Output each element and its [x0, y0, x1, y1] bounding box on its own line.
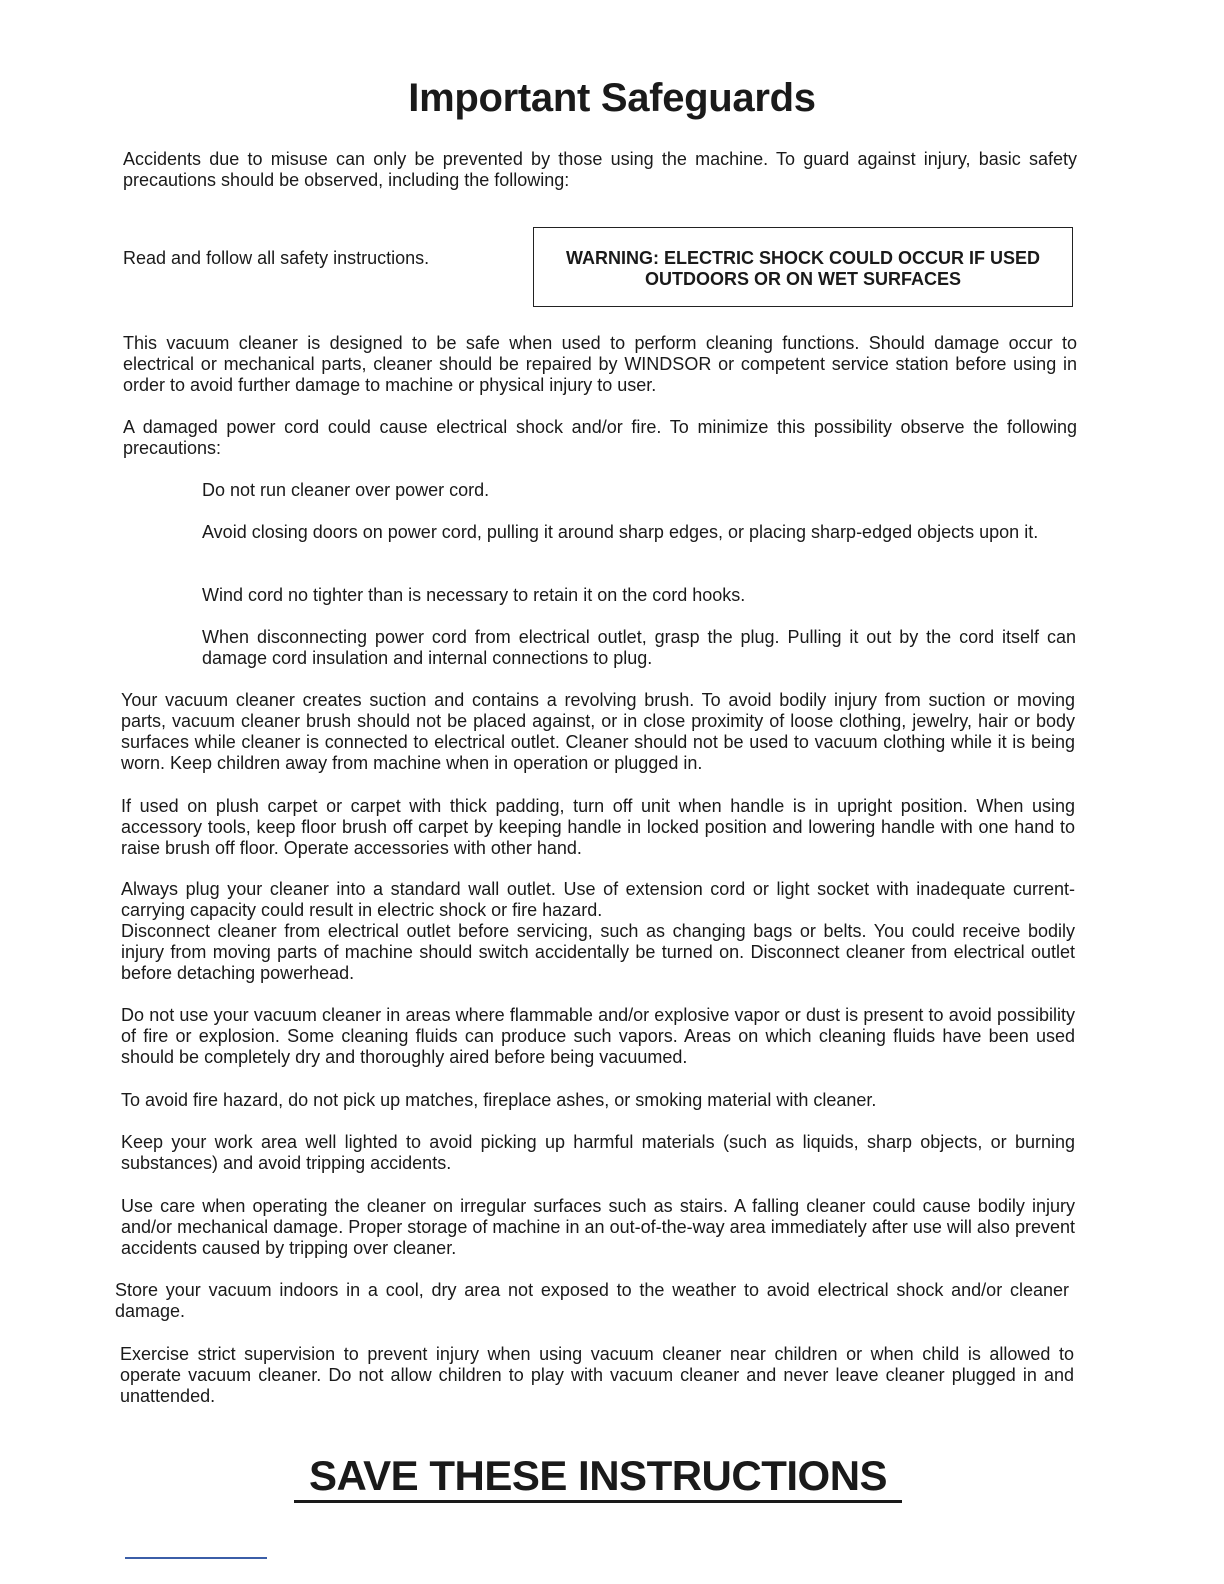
paragraph-lighting: Keep your work area well lighted to avoid picking up harmful materials (such as liquids, sharp objects, or burning substances) and avoid tripping accidents.: [121, 1132, 1075, 1173]
warning-text: [534, 248, 1072, 290]
paragraph-stairs: Use care when operating the cleaner on irregular surfaces such as stairs. A falling cleaner could cause bodily injury and/or mechanical damage. Proper storage of machine in an out-of-the-way area immediately after use will also prevent accidents caused by tripping over cleaner.: [121, 1196, 1075, 1258]
paragraph-plush-carpet: If used on plush carpet or carpet with thick padding, turn off unit when handle is in upright position. When using accessory tools, keep floor brush off carpet by keeping handle in locked position and lowering handle with one hand to raise brush off floor. Operate accessories with other hand.: [121, 796, 1075, 858]
intro-paragraph: Accidents due to misuse can only be prevented by those using the machine. To guard against injury, basic safety precautions should be observed, including the following:: [123, 149, 1077, 190]
cord-precaution-item: Avoid closing doors on power cord, pulling it around sharp edges, or placing sharp-edged objects upon it.: [202, 522, 1039, 542]
warning-box: [533, 227, 1073, 307]
paragraph-suction: Your vacuum cleaner creates suction and contains a revolving brush. To avoid bodily injury from suction or moving parts, vacuum cleaner brush should not be placed against, or in close proximity of loose clothing, jewelry, hair or body surfaces while cleaner is connected to electrical outlet. Cleaner should not be used to vacuum clothing while it is being worn. Keep children away from machine when in operation or plugged in.: [121, 690, 1075, 773]
paragraph-designed: This vacuum cleaner is designed to be safe when used to perform cleaning functions. Should damage occur to electrical or mechanical parts, cleaner should be repaired by WINDSOR or competent service station before using in order to avoid further damage to machine or physical injury to user.: [123, 333, 1077, 395]
paragraph-plug-outlet: Always plug your cleaner into a standard wall outlet. Use of extension cord or light socket with inadequate current-carrying capacity could result in electric shock or fire hazard.: [121, 879, 1075, 920]
save-instructions-heading: SAVE THESE INSTRUCTIONS: [308, 1452, 888, 1499]
cord-precaution-item: When disconnecting power cord from electrical outlet, grasp the plug. Pulling it out by the cord itself can damage cord insulation and internal connections to plug.: [202, 627, 1076, 668]
page-title: Important Safeguards: [408, 76, 816, 120]
cord-precaution-item: Do not run cleaner over power cord.: [202, 480, 490, 500]
paragraph-store: Store your vacuum indoors in a cool, dry area not exposed to the weather to avoid electrical shock and/or cleaner damage.: [115, 1280, 1069, 1321]
paragraph-children: Exercise strict supervision to prevent injury when using vacuum cleaner near children or when child is allowed to operate vacuum cleaner. Do not allow children to play with vacuum cleaner and never leave cleaner plugged in and unattended.: [120, 1344, 1074, 1406]
footer-underline: [294, 1500, 902, 1503]
warning-line-2: OUTDOORS OR ON WET SURFACES: [644, 269, 961, 289]
paragraph-disconnect: Disconnect cleaner from electrical outlet before servicing, such as changing bags or belts. You could receive bodily injury from moving parts of machine should switch accidentally be turned on. Disconnect cleaner from electrical outlet before detaching powerhead.: [121, 921, 1075, 983]
paragraph-power-cord: A damaged power cord could cause electrical shock and/or fire. To minimize this possibility observe the following precautions:: [123, 417, 1077, 458]
read-follow-instruction: Read and follow all safety instructions.: [123, 248, 430, 268]
page-corner-line: [125, 1557, 267, 1559]
warning-line-1: WARNING: ELECTRIC SHOCK COULD OCCUR IF USED: [566, 248, 1040, 268]
paragraph-flammable: Do not use your vacuum cleaner in areas where flammable and/or explosive vapor or dust is present to avoid possibility of fire or explosion. Some cleaning fluids can produce such vapors. Areas on which cleaning fluids have been used should be completely dry and thoroughly aired before being vacuumed.: [121, 1005, 1075, 1067]
paragraph-fire-hazard: To avoid fire hazard, do not pick up matches, fireplace ashes, or smoking material with cleaner.: [121, 1090, 877, 1110]
cord-precaution-item: Wind cord no tighter than is necessary to retain it on the cord hooks.: [202, 585, 746, 605]
